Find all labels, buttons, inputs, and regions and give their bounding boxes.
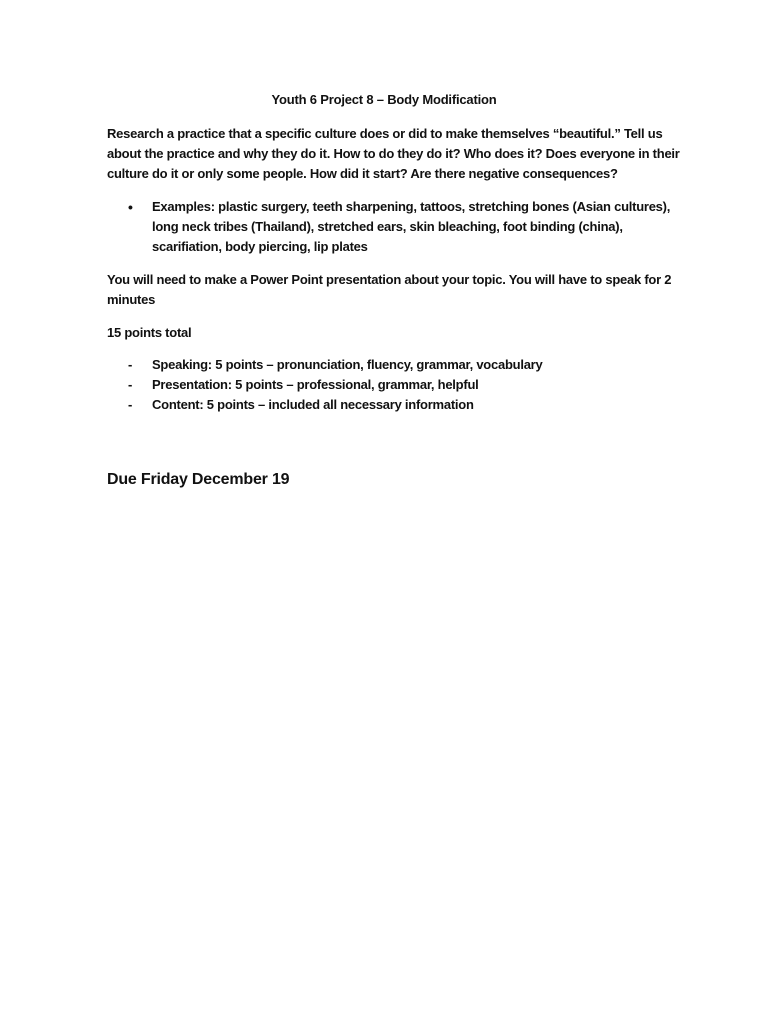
document-title: Youth 6 Project 8 – Body Modification <box>271 92 497 107</box>
intro-line: Research a practice that a specific culture does or did to make themselves “beautiful.” Tell us <box>107 126 663 141</box>
intro-line: culture do it or only some people. How did it start? Are there negative consequences? <box>107 166 618 181</box>
criteria-item-presentation <box>128 375 663 395</box>
criteria-list <box>128 355 663 415</box>
dash-icon: - <box>128 377 133 392</box>
criteria-text: Speaking: 5 points – pronunciation, fluency, grammar, vocabulary <box>152 357 543 372</box>
points-total: 15 points total <box>107 325 192 340</box>
examples-line: Examples: plastic surgery, teeth sharpening, tattoos, stretching bones (Asian cultures), <box>152 199 671 214</box>
dash-icon: - <box>128 357 133 372</box>
criteria-item-speaking <box>128 355 663 375</box>
presentation-paragraph <box>107 270 672 310</box>
criteria-text: Presentation: 5 points – professional, grammar, helpful <box>152 377 479 392</box>
intro-line: about the practice and why they do it. How to do they do it? Who does it? Does everyone in their <box>107 146 680 161</box>
presentation-line: You will need to make a Power Point presentation about your topic. You will have to speak for 2 <box>107 272 672 287</box>
due-date-heading: Due Friday December 19 <box>107 471 290 488</box>
criteria-text: Content: 5 points – included all necessary information <box>152 397 474 412</box>
examples-line: long neck tribes (Thailand), stretched ears, skin bleaching, foot binding (china), <box>152 219 623 234</box>
dash-icon: - <box>128 397 133 412</box>
examples-line: scarifiation, body piercing, lip plates <box>152 239 368 254</box>
presentation-line: minutes <box>107 292 156 307</box>
intro-paragraph <box>107 124 680 184</box>
bullet-icon: • <box>128 199 133 215</box>
criteria-item-content <box>128 395 663 415</box>
examples-list-item <box>152 197 671 257</box>
